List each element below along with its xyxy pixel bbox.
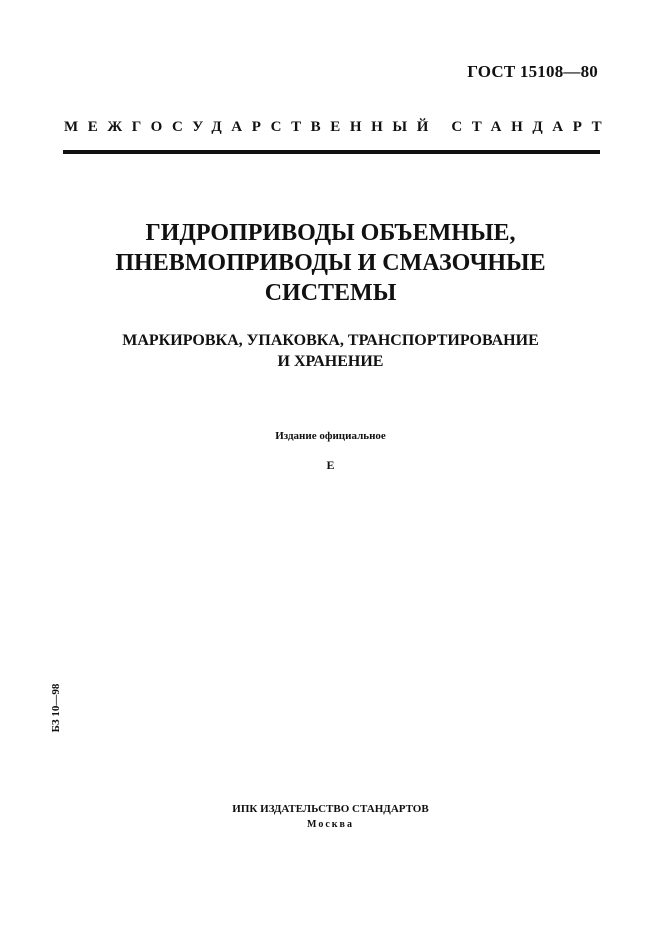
document-subtitle xyxy=(0,330,661,372)
subtitle-line: МАРКИРОВКА, УПАКОВКА, ТРАНСПОРТИРОВАНИЕ xyxy=(122,332,539,349)
subtitle-line: И ХРАНЕНИЕ xyxy=(277,353,384,370)
standard-series-heading: МЕЖГОСУДАРСТВЕННЫЙ СТАНДАРТ xyxy=(64,119,612,135)
title-line: СИСТЕМЫ xyxy=(264,280,397,306)
edition-label: Издание официальное xyxy=(275,430,386,442)
publisher-name: ИПК ИЗДАТЕЛЬСТВО СТАНДАРТОВ xyxy=(232,803,429,815)
title-line: ПНЕВМОПРИВОДЫ И СМАЗОЧНЫЕ xyxy=(115,250,546,276)
side-code: БЗ 10—98 xyxy=(50,683,62,733)
publisher-city: Москва xyxy=(307,819,354,830)
header-divider xyxy=(63,150,600,154)
title-line: ГИДРОПРИВОДЫ ОБЪЕМНЫЕ, xyxy=(145,220,516,246)
document-code: ГОСТ 15108—80 xyxy=(467,62,598,81)
document-title xyxy=(0,218,661,308)
edition-mark: Е xyxy=(326,458,335,472)
